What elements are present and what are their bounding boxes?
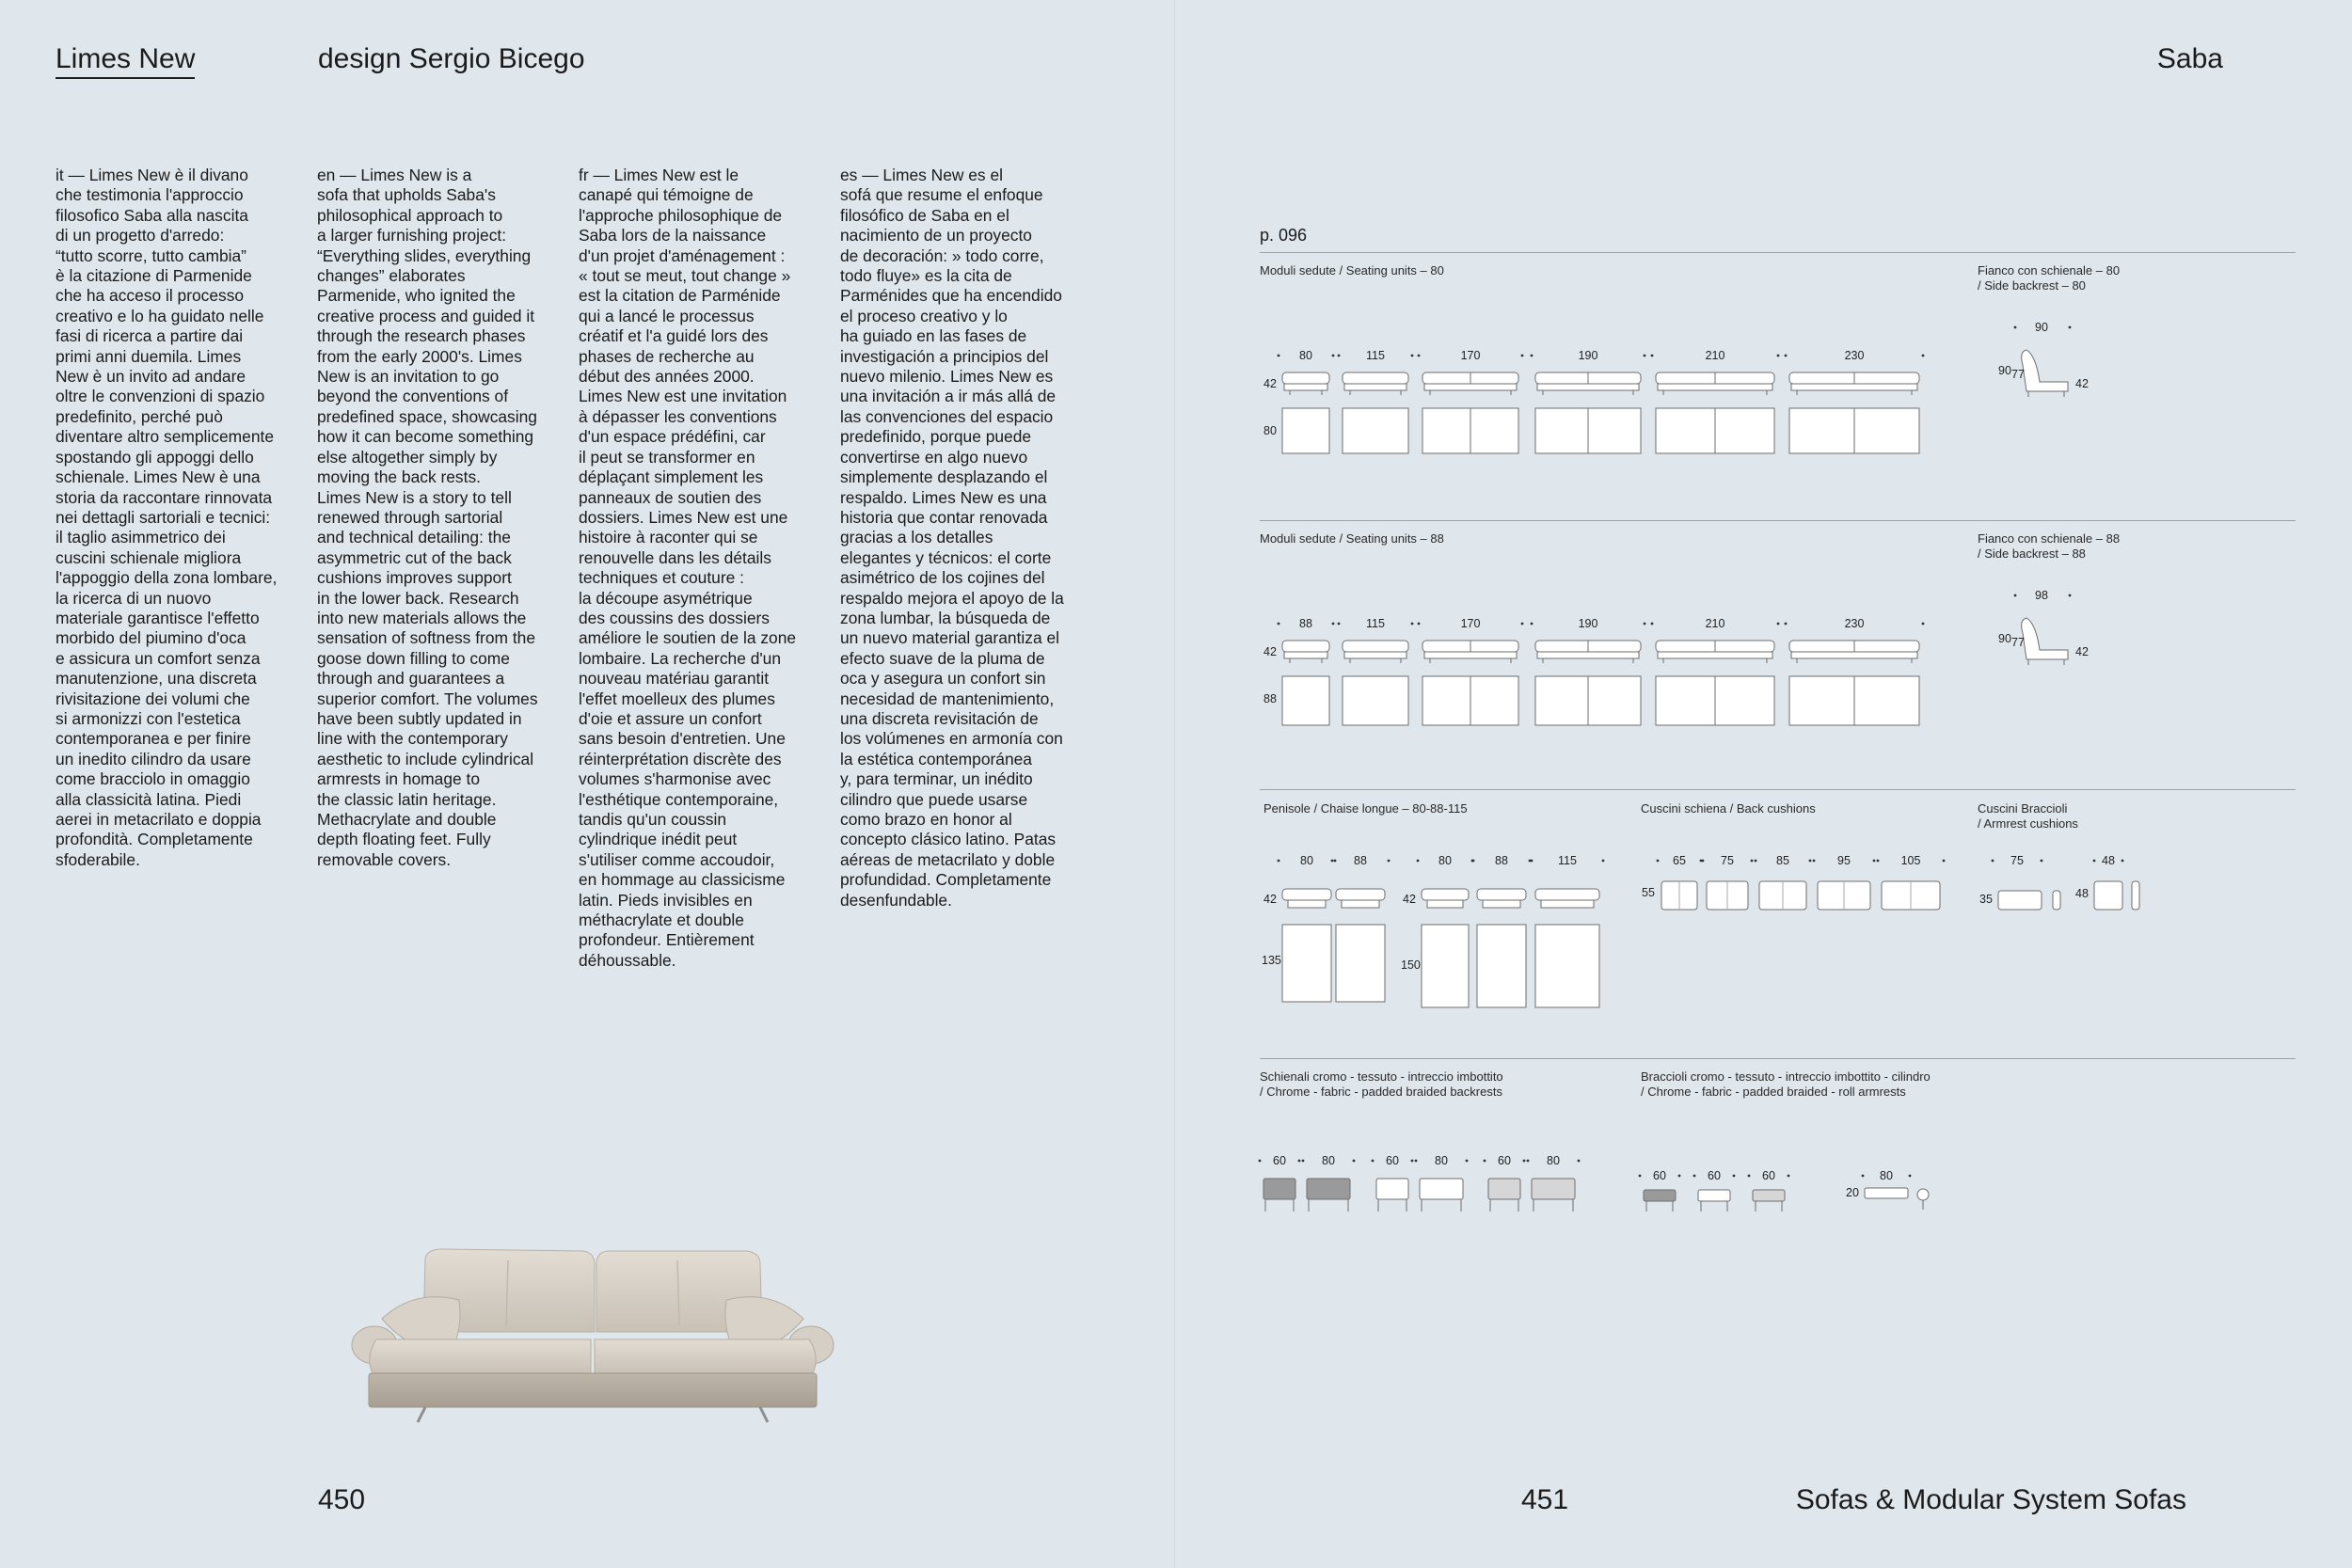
row1-module-elev-seat: [1791, 384, 1917, 390]
row1-dim-dot: [1332, 355, 1335, 357]
row2-side-arm-height-label: 42: [2075, 645, 2089, 658]
row2-module-elev-seat: [1658, 652, 1772, 658]
row2-depth-label: 88: [1263, 692, 1277, 705]
chaise-b-dim-dot: [1472, 860, 1475, 863]
arm-cushion: [1998, 891, 2042, 910]
row2-side-dim-dot: [2014, 594, 2017, 597]
back-cushion-dim-dot: [1873, 860, 1876, 863]
armrest-width-label: 60: [1708, 1169, 1721, 1182]
backrest-braid: [1488, 1179, 1520, 1199]
backrest-dim-dot: [1411, 1160, 1414, 1163]
chaise-a-dim-dot: [1334, 860, 1337, 863]
back-cushion-width-label: 105: [1900, 854, 1921, 867]
armrest-dim-dot: [1639, 1175, 1642, 1178]
row1-module-elev-seat: [1658, 384, 1772, 390]
row2-dim-dot: [1785, 623, 1788, 626]
row1-module-elev-back: [1343, 372, 1408, 384]
chaise-b-elev-seat: [1541, 900, 1594, 908]
armrest-width-label: 60: [1762, 1169, 1775, 1182]
description-it: it — Limes New è il divano che testimonia l'approccio filosofico Saba alla nascita di un progetto d'arredo: “tutto scorre, tutto cambia” è la citazione di Parmenide che ha acceso il processo creativo e lo ha guidato nelle fasi di ricerca a partire dai primi anni duemila. Limes New è un invito ad andare oltre le convenzioni di spazio predefinito, perché può diventare altro semplicemente spostando gli appoggi dello schienale. Limes New è una storia da raccontare rinnovata nei dettagli sartoriali e tecnici: il taglio asimmetrico dei cuscini schienale migliora l'appoggio della zona lombare, la ricerca di un nuovo materiale garantisce l'effetto morbido del piumino d'oca e assicura un comfort senza manutenzione, una discreta rivisitazione dei volumi che si armonizzi con l'estetica contemporanea e per finire un inedito cilindro da usare come bracciolo in omaggio alla classicità latina. Piedi aerei in metacrilato e doppia profondità. Completamente sfoderabile.: [56, 166, 278, 869]
chaise-a-height-label: 42: [1263, 893, 1277, 906]
back-cushion-width-label: 65: [1673, 854, 1686, 867]
arm-cushion-dim-dot: [2041, 860, 2043, 863]
back-cushion-dim-dot: [1809, 860, 1812, 863]
row1-width-label: 115: [1366, 349, 1385, 362]
row1-dim-dot: [1785, 355, 1788, 357]
row1-side-dim-dot: [2069, 326, 2072, 329]
row2-module-elev-seat: [1344, 652, 1406, 658]
row2-module-elev-back: [1343, 641, 1408, 652]
back-cushion-width-label: 75: [1721, 854, 1734, 867]
row1-module-plan: [1343, 408, 1408, 453]
row1-dim-dot: [1644, 355, 1646, 357]
armrest-dim-dot: [1678, 1175, 1681, 1178]
row1-width-label: 230: [1844, 349, 1865, 362]
section-title: Sofas & Modular System Sofas: [1795, 1484, 2186, 1515]
row2-dim-dot: [1922, 623, 1925, 626]
row1-width-label: 210: [1705, 349, 1725, 362]
chaise-a-dim-dot: [1278, 860, 1280, 863]
roll-armrest-dim-dot: [1909, 1175, 1912, 1178]
row2-side-profile: [2022, 618, 2068, 659]
chaise-a-elev-seat: [1288, 900, 1326, 908]
backrests-label: Schienali cromo - tessuto - intreccio imbottito / Chrome - fabric - padded braided backrests: [1260, 1069, 1503, 1099]
row2-height-label: 42: [1263, 645, 1277, 658]
row2-side-width-label: 98: [2035, 589, 2048, 602]
chaise-a-plan: [1282, 925, 1331, 1002]
row1-width-label: 80: [1299, 349, 1312, 362]
chaise-b-depth-label: 150: [1401, 958, 1421, 972]
chaise-a-elev-seat: [1342, 900, 1379, 908]
chaise-b-elev-seat: [1427, 900, 1463, 908]
row1-module-elev-seat: [1537, 384, 1639, 390]
backrest-dim-dot: [1353, 1160, 1356, 1163]
arm-cushion-width-label: 48: [2102, 854, 2115, 867]
row2-dim-dot: [1521, 623, 1524, 626]
backrest-width-label: 60: [1386, 1154, 1399, 1167]
row1-dim-dot: [1278, 355, 1280, 357]
chaise-b-width-label: 88: [1495, 854, 1508, 867]
row1-side-dim-dot: [2014, 326, 2017, 329]
armrest-dim-dot: [1693, 1175, 1696, 1178]
row2-side-dim-dot: [2069, 594, 2072, 597]
row1-side-arm-height-label: 42: [2075, 377, 2089, 390]
armrest-dim-dot: [1733, 1175, 1736, 1178]
row1-dim-dot: [1521, 355, 1524, 357]
chaise-b-plan: [1422, 925, 1469, 1007]
backrest-dim-dot: [1372, 1160, 1375, 1163]
backrest-dim-dot: [1466, 1160, 1469, 1163]
row1-dim-dot: [1922, 355, 1925, 357]
backrest-width-label: 80: [1322, 1154, 1335, 1167]
arm-cushion-width-label: 75: [2010, 854, 2024, 867]
designer-credit: design Sergio Bicego: [318, 43, 585, 74]
row1-dim-dot: [1651, 355, 1654, 357]
back-cushion-width-label: 95: [1837, 854, 1851, 867]
row1-module-plan: [1282, 408, 1329, 453]
row2-dim-dot: [1411, 623, 1414, 626]
backrest-width-label: 80: [1547, 1154, 1560, 1167]
backrest-chrome: [1307, 1179, 1350, 1199]
backrest-dim-dot: [1415, 1160, 1418, 1163]
brand-name: Saba: [2156, 43, 2223, 74]
back-cushion-dim-dot: [1877, 860, 1880, 863]
armrests-label: Braccioli cromo - tessuto - intreccio imbottito - cilindro / Chrome - fabric - padded braided - roll armrests: [1641, 1069, 1931, 1099]
chaise-a-elev-back: [1336, 889, 1385, 900]
row1-dim-dot: [1777, 355, 1780, 357]
product-title: Limes New: [56, 45, 195, 79]
arm-cushion-height-label: 35: [1979, 893, 1993, 906]
chaise-b-elev-back: [1535, 889, 1599, 900]
backrest-dim-dot: [1259, 1160, 1262, 1163]
description-fr: fr — Limes New est le canapé qui témoigne de l'approche philosophique de Saba lors de la naissance d'un projet d'aménagement : « tout se meut, tout change » est la citation de Parménide qui a lancé le processus créatif et l'a guidé lors des phases de recherche au début des années 2000. Limes New est une invitation à dépasser les conventions d'un espace prédéfini, car il peut se transformer en déplaçant simplement les panneaux de soutien des dossiers. Limes New est une histoire à raconter qui se renouvelle dans les détails techniques et couture : la découpe asymétrique des coussins des dossiers améliore le soutien de la zone lombaire. La recherche d'un nouveau matériau garantit l'effet moelleux des plumes d'oie et assure un confort sans besoin d'entretien. Une réinterprétation discrète des volumes s'harmonise avec l'esthétique contemporaine, tandis qu'un coussin cylindrique inédit peut s'utiliser comme accoudoir, en hommage au classicisme latin. Pieds invisibles en méthacrylate et double profondeur. Entièrement déhoussable.: [579, 166, 797, 970]
armrest-width-label: 60: [1653, 1169, 1666, 1182]
row2-dim-dot: [1418, 623, 1421, 626]
armrest-fabric: [1698, 1190, 1730, 1201]
row2-width-label: 210: [1705, 617, 1725, 630]
chaise-a-width-label: 80: [1300, 854, 1313, 867]
backrest-dim-dot: [1527, 1160, 1530, 1163]
row2-module-elev-seat: [1424, 652, 1517, 658]
backrest-fabric: [1420, 1179, 1463, 1199]
chaise-b-width-label: 80: [1438, 854, 1452, 867]
back-cushion-dim-dot: [1751, 860, 1754, 863]
row2-dim-dot: [1332, 623, 1335, 626]
back-cushion-dim-dot: [1755, 860, 1757, 863]
seating-88-label: Moduli sedute / Seating units – 88: [1260, 531, 1444, 546]
arm-cushion-dim-dot: [1992, 860, 1994, 863]
chaise-b-elev-back: [1477, 889, 1526, 900]
arm-cushion-height-label: 48: [2075, 887, 2089, 900]
backrest-dim-dot: [1298, 1160, 1301, 1163]
page-number-right: 451: [1521, 1484, 1569, 1515]
row1-dim-dot: [1531, 355, 1534, 357]
row2-module-elev-seat: [1791, 652, 1917, 658]
back-cushion-dim-dot: [1943, 860, 1946, 863]
chaise-b-elev-seat: [1483, 900, 1520, 908]
chaise-b-plan: [1535, 925, 1599, 1007]
row1-module-elev-back: [1282, 372, 1329, 384]
back-cushion-dim-dot: [1657, 860, 1660, 863]
roll-armrest-width-label: 80: [1880, 1169, 1893, 1182]
row1-width-label: 190: [1578, 349, 1598, 362]
row1-side-width-label: 90: [2035, 321, 2048, 334]
roll-armrest-end: [1917, 1189, 1929, 1200]
chaise-a-dim-dot: [1331, 860, 1334, 863]
description-en: en — Limes New is a sofa that upholds Saba's philosophical approach to a larger furnishing project: “Everything slides, everything changes” elaborates Parmenide, who ignited the creative process and guided it through the research phases from the early 2000's. Limes New is an invitation to go beyond the conventions of predefined space, showcasing how it can become something else altogether simply by moving the back rests. Limes New is a story to tell renewed through sartorial and technical detailing: the asymmetric cut of the back cushions improves support in the lower back. Research into new materials allows the sensation of softness from the goose down filling to come through and guarantees a superior comfort. The volumes have been subtly updated in line with the contemporary aesthetic to include cylindrical armrests in homage to the classic latin heritage. Methacrylate and double depth floating feet. Fully removable covers.: [317, 166, 538, 869]
backrest-dim-dot: [1302, 1160, 1305, 1163]
row1-width-label: 170: [1460, 349, 1481, 362]
row2-dim-dot: [1338, 623, 1341, 626]
armrest-cushions-label: Cuscini Braccioli / Armrest cushions: [1978, 801, 2078, 831]
arm-cushion-dim-dot: [2122, 860, 2124, 863]
row1-dim-dot: [1338, 355, 1341, 357]
side-backrest-80-label: Fianco con schienale – 80 / Side backrest – 80: [1978, 263, 2121, 293]
page-reference: p. 096: [1260, 226, 1308, 245]
back-cushion-height-label: 55: [1642, 886, 1655, 899]
row2-module-elev-back: [1282, 641, 1329, 652]
chaise-a-elev-back: [1282, 889, 1331, 900]
row2-module-plan: [1282, 676, 1329, 725]
row2-width-label: 190: [1578, 617, 1598, 630]
row2-width-label: 230: [1844, 617, 1865, 630]
backrest-dim-dot: [1523, 1160, 1526, 1163]
row2-dim-dot: [1531, 623, 1534, 626]
backrest-dim-dot: [1484, 1160, 1486, 1163]
chaise-b-width-label: 115: [1558, 854, 1577, 867]
arm-cushion-side: [2053, 891, 2060, 910]
backrest-width-label: 60: [1273, 1154, 1286, 1167]
back-cushion-dim-dot: [1813, 860, 1816, 863]
back-cushions-label: Cuscini schiena / Back cushions: [1641, 801, 1816, 816]
chaise-a-dim-dot: [1388, 860, 1391, 863]
row2-dim-dot: [1777, 623, 1780, 626]
row2-side-seat-height-label: 77: [2011, 636, 2025, 649]
chaise-b-elev-back: [1422, 889, 1469, 900]
backrest-braid: [1532, 1179, 1575, 1199]
chaise-b-dim-dot: [1417, 860, 1420, 863]
roll-armrest-height-label: 20: [1846, 1186, 1859, 1199]
armrest-dim-dot: [1748, 1175, 1751, 1178]
row1-module-elev-seat: [1424, 384, 1517, 390]
back-cushion-width-label: 85: [1776, 854, 1789, 867]
chaise-b-height-label: 42: [1403, 893, 1416, 906]
chaise-a-width-label: 88: [1354, 854, 1367, 867]
back-cushion-dim-dot: [1702, 860, 1705, 863]
armrest-chrome: [1644, 1190, 1676, 1201]
page-number-left: 450: [318, 1484, 366, 1515]
row2-module-elev-seat: [1284, 652, 1327, 658]
backrest-width-label: 60: [1498, 1154, 1511, 1167]
row2-width-label: 88: [1299, 617, 1312, 630]
row2-dim-dot: [1651, 623, 1654, 626]
row2-dim-dot: [1644, 623, 1646, 626]
chaise-b-dim-dot: [1531, 860, 1534, 863]
row2-module-plan: [1343, 676, 1408, 725]
row1-side-height-label: 90: [1998, 364, 2011, 377]
row2-module-elev-seat: [1537, 652, 1639, 658]
description-es: es — Limes New es el sofá que resume el enfoque filosófico de Saba en el nacimiento de un proyecto de decoración: » todo corre, todo fluye» es la cita de Parménides que ha encendido el proceso creativo y lo ha guiado en las fases de investigación a principios del nuevo milenio. Limes New es una invitación a ir más allá de las convenciones del espacio predefinido, porque puede convertirse en algo nuevo simplemente desplazando el respaldo. Limes New es una historia que contar renovada gracias a los detalles elegantes y técnicos: el corte asimétrico de los cojines del respaldo mejora el apoyo de la zona lumbar, la búsqueda de un nuevo material garantiza el efecto suave de la pluma de oca y asegura un confort sin necesidad de mantenimiento, una discreta revisitación de los volúmenes en armonía con la estética contemporánea y, para terminar, un inédito cilindro que puede usarse como brazo en honor al concepto clásico latino. Patas aéreas de metacrilato y doble profundidad. Completamente desenfundable.: [840, 166, 1064, 910]
row2-width-label: 170: [1460, 617, 1481, 630]
chaise-a-plan: [1336, 925, 1385, 1002]
row2-width-label: 115: [1366, 617, 1385, 630]
arm-cushion-side: [2132, 881, 2139, 910]
row1-height-label: 42: [1263, 377, 1277, 390]
arm-cushion: [2094, 881, 2122, 910]
row1-dim-dot: [1411, 355, 1414, 357]
row1-dim-dot: [1418, 355, 1421, 357]
armrest-dim-dot: [1788, 1175, 1790, 1178]
roll-armrest-dim-dot: [1862, 1175, 1865, 1178]
row1-depth-label: 80: [1263, 424, 1277, 437]
backrest-width-label: 80: [1435, 1154, 1448, 1167]
row1-module-elev-seat: [1344, 384, 1406, 390]
row2-dim-dot: [1278, 623, 1280, 626]
seating-80-label: Moduli sedute / Seating units – 80: [1260, 263, 1444, 277]
row1-side-profile: [2022, 350, 2068, 391]
side-backrest-88-label: Fianco con schienale – 88 / Side backrest – 88: [1978, 531, 2121, 561]
armrest-braid: [1753, 1190, 1785, 1201]
backrest-dim-dot: [1578, 1160, 1581, 1163]
backrest-fabric: [1376, 1179, 1408, 1199]
arm-cushion-dim-dot: [2093, 860, 2096, 863]
row1-module-elev-seat: [1284, 384, 1327, 390]
row1-side-seat-height-label: 77: [2011, 368, 2025, 381]
chaise-b-plan: [1477, 925, 1526, 1007]
chaise-a-depth-label: 135: [1262, 954, 1281, 967]
backrest-chrome: [1263, 1179, 1295, 1199]
chaise-b-dim-dot: [1602, 860, 1605, 863]
chaise-label: Penisole / Chaise longue – 80-88-115: [1263, 801, 1468, 816]
roll-armrest: [1865, 1188, 1908, 1198]
row2-side-height-label: 90: [1998, 632, 2011, 645]
